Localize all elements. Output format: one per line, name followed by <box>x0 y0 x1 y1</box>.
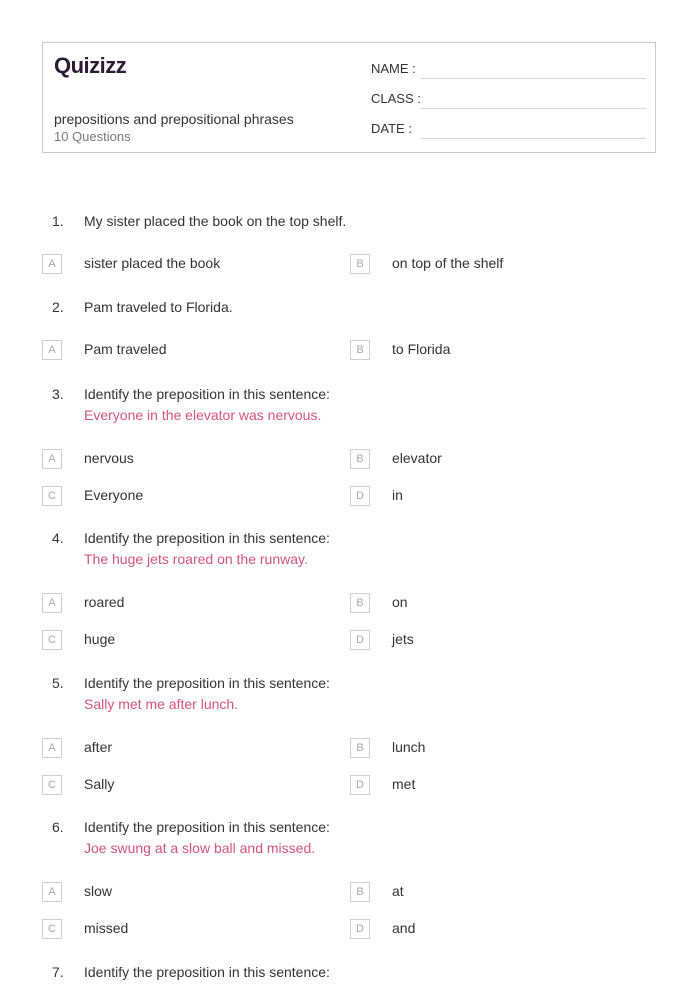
option-letter-box[interactable]: A <box>42 593 62 613</box>
option-letter-box[interactable]: A <box>42 340 62 360</box>
question-number: 2. <box>52 299 64 315</box>
option-text: at <box>392 883 404 899</box>
date-line <box>421 138 646 139</box>
question-count: 10 Questions <box>54 129 131 144</box>
option-text: on <box>392 594 408 610</box>
option-text: Sally <box>84 776 115 792</box>
worksheet-header <box>42 42 656 153</box>
question-number: 3. <box>52 386 64 402</box>
option-text: met <box>392 776 416 792</box>
question-sentence: Joe swung at a slow ball and missed. <box>84 840 316 856</box>
question-text: My sister placed the book on the top shelf. <box>84 213 347 229</box>
question-sentence: The huge jets roared on the runway. <box>84 551 308 567</box>
option-text: on top of the shelf <box>392 255 504 271</box>
question-number: 5. <box>52 675 64 691</box>
option-letter-box[interactable]: A <box>42 449 62 469</box>
class-line <box>421 108 646 109</box>
option-letter-box[interactable]: D <box>350 630 370 650</box>
quiz-title: prepositions and prepositional phrases <box>54 111 294 127</box>
option-text: and <box>392 920 416 936</box>
option-letter-box[interactable]: B <box>350 254 370 274</box>
option-letter-box[interactable]: D <box>350 775 370 795</box>
option-text: roared <box>84 594 125 610</box>
option-letter-box[interactable]: D <box>350 486 370 506</box>
option-letter-box[interactable]: C <box>42 775 62 795</box>
option-text: lunch <box>392 739 426 755</box>
option-text: nervous <box>84 450 134 466</box>
option-letter-box[interactable]: B <box>350 449 370 469</box>
question-number: 7. <box>52 964 64 980</box>
option-text: Pam traveled <box>84 341 167 357</box>
question-text: Identify the preposition in this sentence: <box>84 675 330 691</box>
option-letter-box[interactable]: B <box>350 340 370 360</box>
option-text: slow <box>84 883 113 899</box>
option-text: sister placed the book <box>84 255 221 271</box>
option-text: to Florida <box>392 341 451 357</box>
option-letter-box[interactable]: D <box>350 919 370 939</box>
question-text: Identify the preposition in this sentence: <box>84 530 330 546</box>
class-label: CLASS : <box>371 91 421 106</box>
name-label: NAME : <box>371 61 416 76</box>
option-letter-box[interactable]: C <box>42 486 62 506</box>
question-number: 6. <box>52 819 64 835</box>
option-text: after <box>84 739 113 755</box>
option-text: in <box>392 487 403 503</box>
quizizz-logo: Quizizz <box>54 53 127 78</box>
question-text: Identify the preposition in this sentence: <box>84 386 330 402</box>
option-text: elevator <box>392 450 442 466</box>
question-number: 4. <box>52 530 64 546</box>
date-label: DATE : <box>371 121 412 136</box>
question-text: Identify the preposition in this sentence: <box>84 964 330 980</box>
question-text: Identify the preposition in this sentence: <box>84 819 330 835</box>
question-text: Pam traveled to Florida. <box>84 299 233 315</box>
question-number: 1. <box>52 213 64 229</box>
option-text: Everyone <box>84 487 144 503</box>
question-sentence: Everyone in the elevator was nervous. <box>84 407 322 423</box>
question-sentence: Sally met me after lunch. <box>84 696 239 712</box>
option-letter-box[interactable]: A <box>42 738 62 758</box>
option-letter-box[interactable]: C <box>42 630 62 650</box>
option-letter-box[interactable]: B <box>350 593 370 613</box>
option-letter-box[interactable]: B <box>350 882 370 902</box>
option-letter-box[interactable]: B <box>350 738 370 758</box>
option-letter-box[interactable]: A <box>42 254 62 274</box>
option-letter-box[interactable]: A <box>42 882 62 902</box>
option-text: missed <box>84 920 129 936</box>
option-text: jets <box>392 631 414 647</box>
option-text: huge <box>84 631 116 647</box>
option-letter-box[interactable]: C <box>42 919 62 939</box>
name-line <box>421 78 646 79</box>
